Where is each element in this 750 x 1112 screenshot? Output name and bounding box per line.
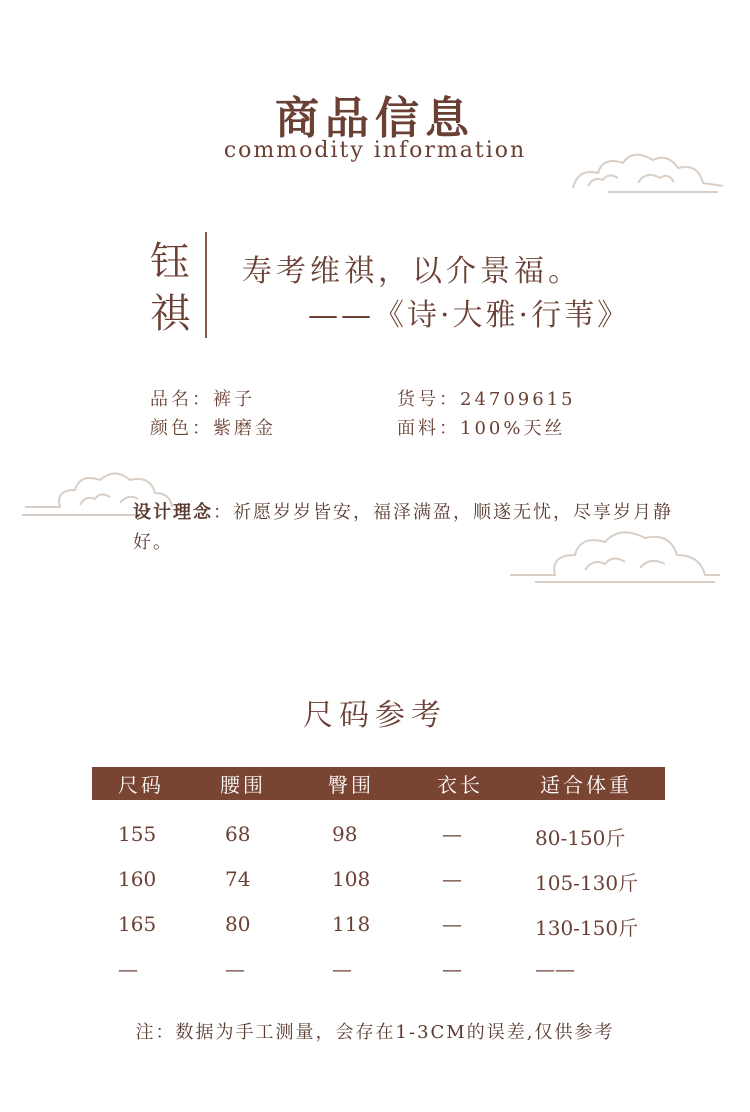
page-subtitle: commodity information xyxy=(223,138,527,163)
column-header: 尺码 xyxy=(118,773,164,797)
product-color: 颜色：紫磨金 xyxy=(150,418,276,439)
table-cell: — xyxy=(442,867,462,891)
column-header: 衣长 xyxy=(437,773,483,797)
measurement-note: 注：数据为手工测量，会存在1-3CM的误差,仅供参考 xyxy=(135,1022,615,1043)
table-cell: — xyxy=(442,822,462,846)
brand-divider xyxy=(205,232,207,338)
table-cell: 155 xyxy=(118,822,157,846)
column-header: 腰围 xyxy=(220,773,266,797)
brand-char: 祺 xyxy=(150,291,190,337)
quote-line: 寿考维祺，以介景福。 xyxy=(242,254,582,289)
product-name: 品名：裤子 xyxy=(150,389,255,410)
table-cell: 165 xyxy=(118,912,157,936)
product-fabric: 面料：100%天丝 xyxy=(397,418,566,439)
table-cell: — xyxy=(225,957,245,981)
item-number: 货号：24709615 xyxy=(397,389,576,410)
design-concept xyxy=(133,498,673,558)
table-cell: 108 xyxy=(332,867,371,891)
column-header: 适合体重 xyxy=(540,773,632,797)
column-header: 臀围 xyxy=(328,773,374,797)
table-cell: 105-130斤 xyxy=(535,871,639,895)
table-cell: 80-150斤 xyxy=(535,826,626,850)
brand-char: 钰 xyxy=(150,239,190,285)
size-title: 尺码参考 xyxy=(303,698,447,733)
brand-name xyxy=(148,236,192,340)
table-cell: 80 xyxy=(225,912,251,936)
table-cell: 118 xyxy=(332,912,371,936)
table-cell: 98 xyxy=(332,822,358,846)
design-label: 设计理念 xyxy=(133,502,213,523)
table-cell: 68 xyxy=(225,822,251,846)
table-cell: 130-150斤 xyxy=(535,916,639,940)
design-text: ：祈愿岁岁皆安，福泽满盈，顺遂无忧，尽享岁月静好。 xyxy=(133,502,673,553)
table-cell: 74 xyxy=(225,867,251,891)
quote-source: ——《诗·大雅·行苇》 xyxy=(308,298,631,333)
table-cell: — xyxy=(332,957,352,981)
table-cell: — xyxy=(442,912,462,936)
table-cell: —— xyxy=(535,957,575,981)
table-cell: 160 xyxy=(118,867,157,891)
table-cell: — xyxy=(118,957,138,981)
table-cell: — xyxy=(442,957,462,981)
page-title: 商品信息 xyxy=(275,93,475,144)
